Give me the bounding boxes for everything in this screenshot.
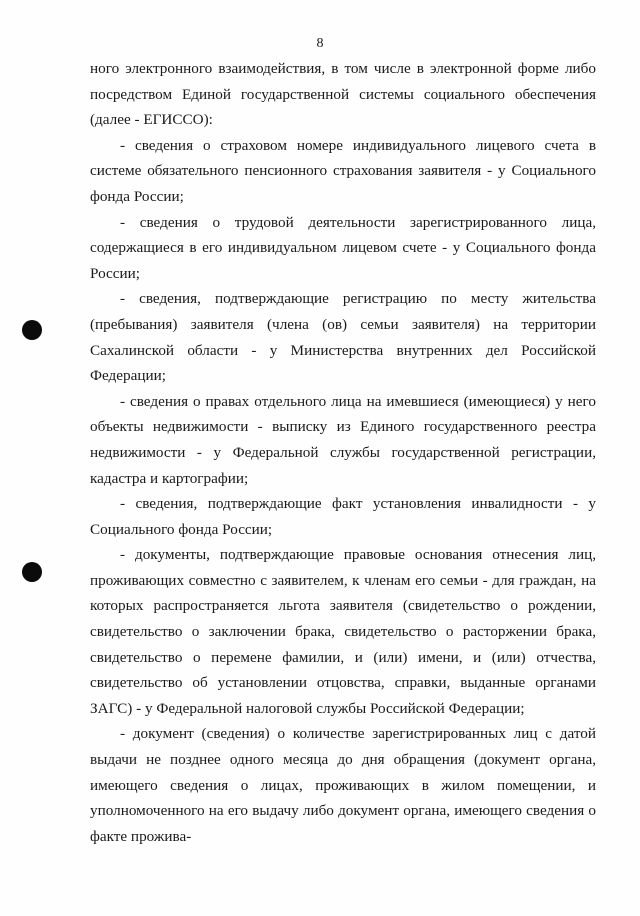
punch-hole-mark xyxy=(22,562,42,582)
page-number: 8 xyxy=(316,36,324,51)
punch-hole-mark xyxy=(22,320,42,340)
document-body xyxy=(90,56,596,849)
list-item-registration: - сведения, подтверждающие регистрацию по месту жительства (пребывания) заявителя (члена (ов) семьи заявителя) на территории Сахалинской области - у Министерства внутренних дел Российской Федерации; xyxy=(90,290,596,385)
list-item-insurance-number: - сведения о страховом номере индивидуального лицевого счета в системе обязательного пенсионного страхования заявителя - у Социального фонда России; xyxy=(90,136,596,205)
list-item-registered-persons: - документ (сведения) о количестве зарегистрированных лиц с датой выдачи не позднее одного месяца до дня обращения (документ органа, имеющего сведения о лицах, проживающих в жилом помещении, и уполномоченного на его выдачу либо документ органа, имеющего сведения о факте прожива- xyxy=(90,725,596,845)
list-item-family-documents: - документы, подтверждающие правовые основания отнесения лиц, проживающих совместно с заявителем, к членам его семьи - для граждан, на которых распространяется льгота заявителя (свидетельство о рождении, свидетельство о заключении брака, свидетельство о расторжении брака, свидетельство о перемене фамилии, и (или) имени, и (или) отчества, свидетельство об установлении отцовства, справки, выданные органами ЗАГС) - у Федеральной налоговой службы Российской Федерации; xyxy=(90,546,596,717)
list-item-disability: - сведения, подтверждающие факт установления инвалидности - у Социального фонда России; xyxy=(90,495,596,538)
paragraph-continuation: ного электронного взаимодействия, в том числе в электронной форме либо посредством Единой государственной системы социального обеспечения (далее - ЕГИССО): xyxy=(90,60,596,129)
list-item-real-estate: - сведения о правах отдельного лица на имевшиеся (имеющиеся) у него объекты недвижимости - выписку из Единого государственного реестра недвижимости - у Федеральной службы государственной регистрации, кадастра и картографии; xyxy=(90,392,596,487)
list-item-labor-activity: - сведения о трудовой деятельности зарегистрированного лица, содержащиеся в его индивидуальном лицевом счете - у Социального фонда России; xyxy=(90,213,596,282)
